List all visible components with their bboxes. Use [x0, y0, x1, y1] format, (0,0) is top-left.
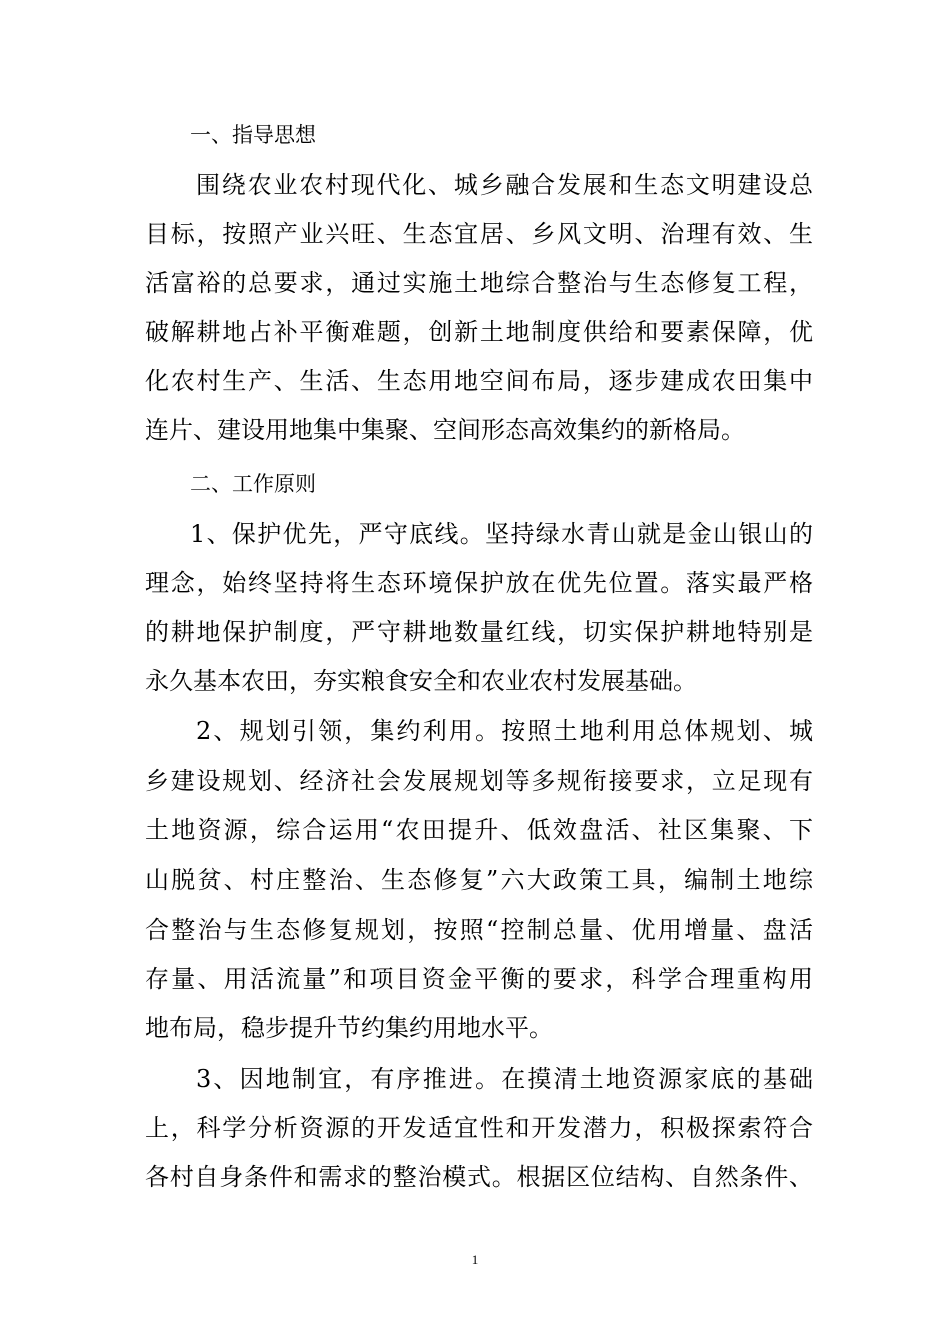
text-line: 1、保护优先，严守底线。坚持绿水青山就是金山银山的	[190, 520, 813, 548]
section-heading-guiding-ideology: 一、指导思想	[190, 123, 316, 147]
text-line: 连片、建设用地集中集聚、空间形态高效集约的新格局。	[145, 416, 745, 444]
text-line: 3、因地制宜，有序推进。在摸清土地资源家底的基础	[196, 1065, 813, 1093]
text-line: 破解耕地占补平衡难题，创新土地制度供给和要素保障，优	[145, 318, 813, 346]
text-line: 围绕农业农村现代化、城乡融合发展和生态文明建设总	[196, 171, 813, 199]
text-line: 的耕地保护制度，严守耕地数量红线，切实保护耕地特别是	[145, 618, 813, 646]
text-line: 乡建设规划、经济社会发展规划等多规衔接要求，立足现有	[145, 767, 813, 795]
text-line: 土地资源，综合运用“农田提升、低效盘活、社区集聚、下	[145, 816, 813, 844]
text-line: 各村自身条件和需求的整治模式。根据区位结构、自然条件、	[145, 1163, 813, 1191]
text-line: 目标，按照产业兴旺、生态宜居、乡风文明、治理有效、生	[145, 220, 813, 248]
text-line: 上，科学分析资源的开发适宜性和开发潜力，积极探索符合	[145, 1114, 813, 1142]
text-line: 活富裕的总要求，通过实施土地综合整治与生态修复工程，	[145, 269, 813, 297]
text-line: 化农村生产、生活、生态用地空间布局，逐步建成农田集中	[145, 367, 813, 395]
text-line: 地布局，稳步提升节约集约用地水平。	[145, 1014, 553, 1042]
text-line: 合整治与生态修复规划，按照“控制总量、优用增量、盘活	[145, 916, 813, 944]
text-line: 永久基本农田，夯实粮食安全和农业农村发展基础。	[145, 667, 697, 695]
text-line: 理念，始终坚持将生态环境保护放在优先位置。落实最严格	[145, 569, 813, 597]
text-line: 2、规划引领，集约利用。按照土地利用总体规划、城	[196, 717, 813, 745]
text-line: 存量、用活流量”和项目资金平衡的要求，科学合理重构用	[145, 965, 813, 993]
text-line: 山脱贫、村庄整治、生态修复”六大政策工具，编制土地综	[145, 866, 813, 894]
section-heading-work-principles: 二、工作原则	[190, 472, 316, 496]
page-number: 1	[471, 1252, 479, 1267]
